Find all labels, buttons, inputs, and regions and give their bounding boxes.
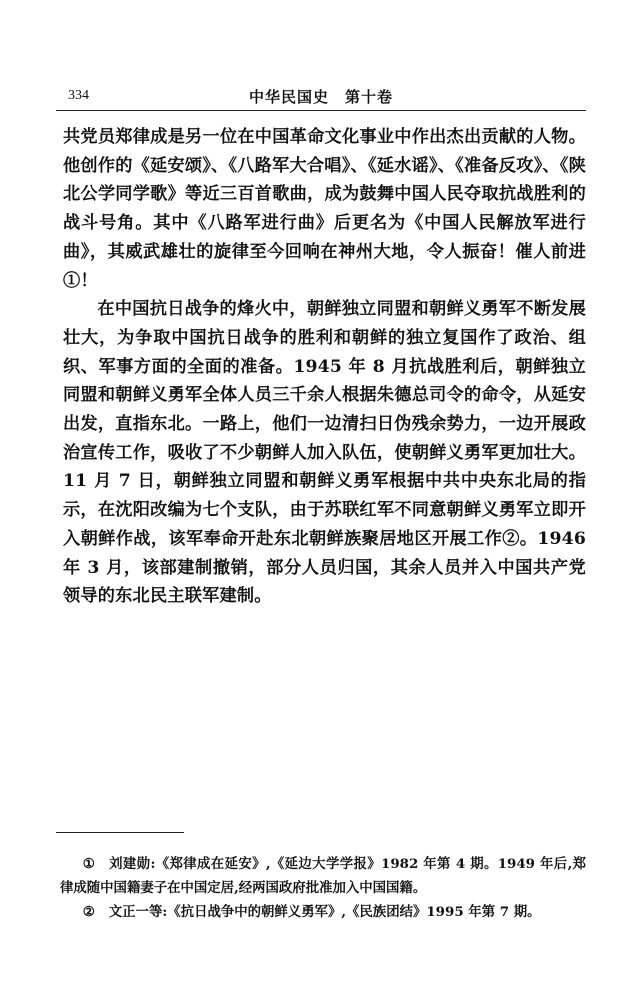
footnote-divider [56,832,184,833]
page-header [56,86,586,111]
footnotes [60,852,586,924]
footnote-2-text: 文正一等:《抗日战争中的朝鲜义勇军》,《民族团结》1995 年第 7 期。 [108,904,541,920]
footnote-1-text: 刘建勋:《郑律成在延安》,《延边大学学报》1982 年第 4 期。1949 年后,郑律成随中国籍妻子在中国定居,经两国政府批准加入中国国籍。 [60,856,586,896]
paragraph-continued: 共党员郑律成是另一位在中国革命文化事业中作出杰出贡献的人物。他创作的《延安颂》、《八路军大合唱》、《延水谣》、《准备反攻》、《陕北公学同学歌》等近三百首歌曲，成为鼓舞中国人民夺取抗战胜利的战斗号角。其中《八路军进行曲》后更名为《中国人民解放军进行曲》，其威武雄壮的旋律至今回响在神州大地，令人振奋！催人前进①！ [63,127,586,291]
running-title: 中华民国史 第十卷 [248,88,393,106]
page-number: 334 [68,88,89,103]
footnote-1 [60,852,586,900]
footnote-1-marker: ① [82,856,96,872]
paragraph-korean-volunteer-army: 在中国抗日战争的烽火中，朝鲜独立同盟和朝鲜义勇军不断发展壮大，为争取中国抗日战争的胜利和朝鲜的独立复国作了政治、组织、军事方面的全面的准备。1945 年 8 月抗战胜利后，朝鲜独立同盟和朝鲜义勇军全体人员三千余人根据朱德总司令的命令，从延安出发，直指东北。一路上，他们一边清扫日伪残余势力，一边开展政治宣传工作，吸收了不少朝鲜人加入队伍，使朝鲜义勇军更加壮大。11 月 7 日，朝鲜独立同盟和朝鲜义勇军根据中共中央东北局的指示，在沈阳改编为七个支队，由于苏联红军不同意朝鲜义勇军立即开入朝鲜作战，该军奉命开赴东北朝鲜族聚居地区开展工作②。1946 年 3 月，该部建制撤销，部分人员归国，其余人员并入中国共产党领导的东北民主联军建制。 [63,299,586,607]
footnote-2-marker: ② [82,904,95,920]
footnote-2 [60,900,586,924]
body-text [63,123,586,611]
